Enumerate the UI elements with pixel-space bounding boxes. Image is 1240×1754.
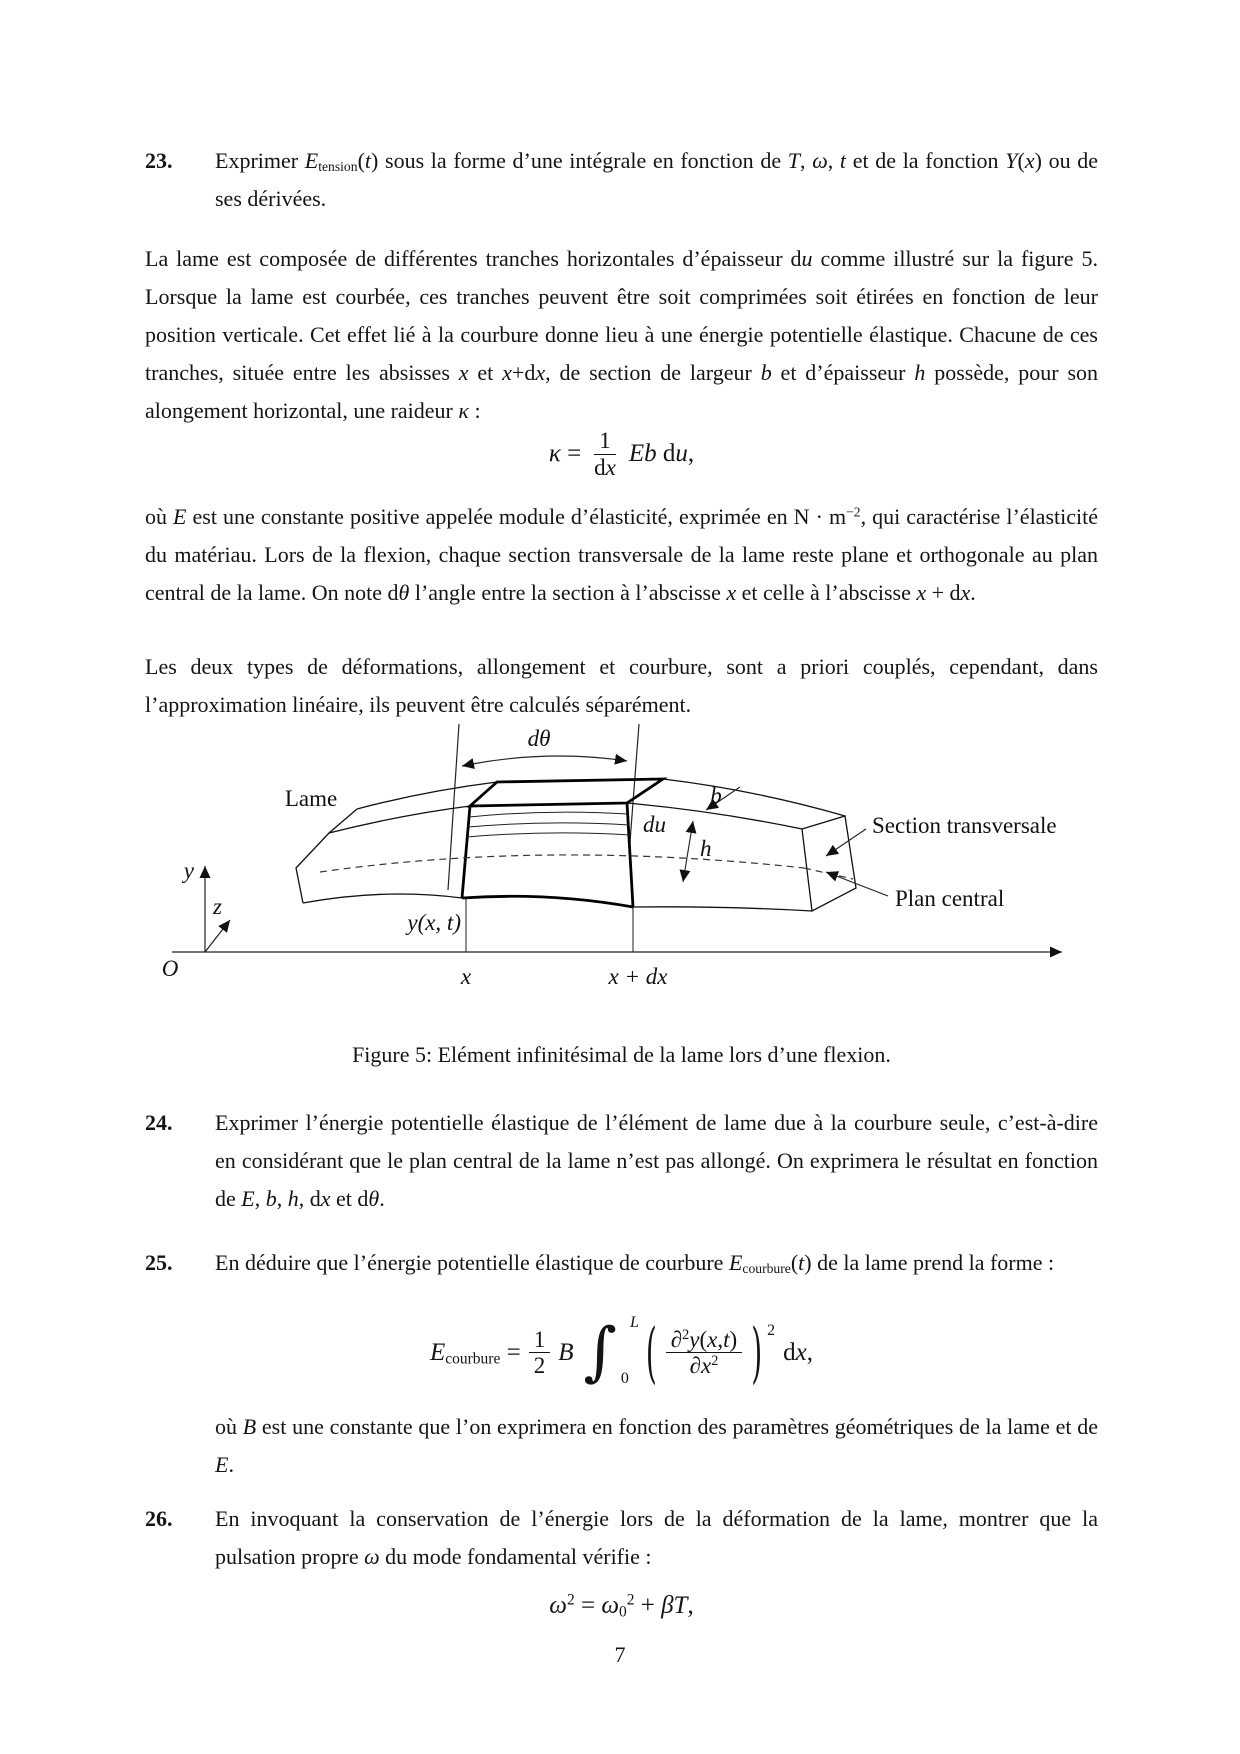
equation-omega-body: $\omega^2 = \omega_0^2 + \beta T$,	[549, 1591, 694, 1621]
question-25-text: En déduire que l’énergie potentielle élastique de courbure $E_{courbure}(t)$ de la lame prend la forme :	[215, 1250, 1055, 1276]
question-24-number: 24.	[145, 1110, 173, 1135]
plan-central-label: Plan central	[895, 886, 1005, 911]
question-25-continuation: où B est une constante que l’on exprimera en fonction des paramètres géométriques de la lame et de E.	[215, 1414, 1098, 1477]
dtheta-arc-arrow	[462, 756, 627, 766]
right-parenthesis: )	[751, 1314, 763, 1392]
paragraph-tranches: La lame est composée de différentes tranches horizontales d’épaisseur du comme illustré sur la figure 5. Lorsque la lame est courbée, ces tranches peuvent être soit comprimées soit étirées en fonction de leur position verticale. Cet effet lié à la courbure donne lieu à une énergie potentielle élastique. Chacune de ces tranches, située entre les absisses x et x+dx, de section de largeur b et d’épaisseur h possède, pour son alongement horizontal, une raideur κ :	[145, 246, 1099, 423]
equation-courbure-coefficient: B	[558, 1338, 574, 1366]
equation-kappa-rhs: Eb du,	[628, 440, 695, 468]
question-25	[145, 1244, 1098, 1282]
z-axis	[205, 920, 230, 952]
b-label: b	[710, 783, 722, 808]
h-dimension-arrow	[683, 821, 693, 882]
blade-bottom-right	[633, 907, 812, 911]
exponent: 2	[767, 1322, 776, 1339]
left-parenthesis: (	[645, 1314, 657, 1392]
y-axis-label: y	[183, 858, 194, 883]
integral	[582, 1314, 639, 1389]
paragraph-deformations: Les deux types de déformations, allongement et courbure, sont a priori couplés, cependant, dans l’approximation linéaire, ils peuvent être calculés séparément.	[145, 654, 1098, 717]
x-label: x	[460, 964, 472, 989]
fraction-denominator: dx	[594, 454, 616, 480]
blade-front-top-left	[329, 806, 470, 833]
integral-sign: ∫	[583, 1315, 617, 1389]
question-23-number: 23.	[145, 148, 173, 173]
question-26-text: En invoquant la conservation de l’énergie lors de la déformation de la lame, montrer que la pulsation propre ω du mode fondamental vérifie :	[215, 1506, 1098, 1569]
question-24	[145, 1104, 1098, 1218]
equation-kappa-lhs: κ =	[548, 440, 582, 468]
origin-label: O	[161, 956, 179, 981]
blade-cut-face	[802, 816, 856, 911]
equation-courbure-lhs: $E_{courbure}$ =	[429, 1338, 521, 1368]
slice-lines	[467, 812, 630, 837]
section-transversale-arrow	[826, 829, 866, 856]
fraction-denominator: 2	[533, 1353, 546, 1379]
fraction	[589, 428, 621, 481]
plan-central-line	[826, 872, 888, 896]
equation-courbure	[145, 1314, 1098, 1392]
slice-line	[469, 812, 628, 817]
central-plane-line	[320, 855, 804, 872]
fraction-numerator: 1	[594, 428, 616, 455]
element-left-edge	[462, 806, 470, 898]
section-line-left	[448, 724, 459, 890]
element-bold-outline	[462, 779, 663, 907]
x-plus-dx-label: x + dx	[608, 964, 668, 989]
dtheta-label: dθ	[527, 726, 551, 751]
question-25-number: 25.	[145, 1250, 173, 1275]
lame-label: Lame	[284, 786, 338, 811]
equation-courbure-rhs: dx,	[783, 1338, 813, 1366]
question-23	[145, 142, 1098, 218]
fraction	[666, 1327, 742, 1380]
fraction-numerator: 1	[529, 1327, 551, 1354]
paragraph-module-elasticite: où E est une constante positive appelée module d’élasticité, exprimée en $N \cdot m^{-2}$, qui caractérise l’élasticité du matériau. Lors de la flexion, chaque section transversale de la lame reste plane et orthogonale au plan central de la lame. On note dθ l’angle entre la section à l’abscisse x et celle à l’abscisse x + dx.	[145, 504, 1098, 605]
h-label: h	[700, 836, 712, 861]
slice-line	[468, 823, 629, 827]
blade-bottom-left	[303, 894, 462, 903]
blade-left-end	[296, 809, 357, 903]
integral-lower-bound: 0	[620, 1369, 629, 1387]
page-number: 7	[614, 1642, 626, 1667]
equation-kappa	[145, 428, 1098, 481]
question-23-text: Exprimer $E_{tension}(t)$ sous la forme d’une intégrale en fonction de T, ω, t et de la fonction Y(x) ou de ses dérivées.	[215, 148, 1099, 211]
slice-line	[467, 833, 630, 837]
figure-5-diagram	[140, 700, 1100, 1000]
equation-omega	[145, 1592, 1098, 1620]
question-26	[145, 1500, 1098, 1576]
abscissa-lines	[466, 898, 633, 952]
du-label: du	[643, 812, 666, 837]
section-line-right	[629, 724, 639, 855]
integral-upper-bound: L	[629, 1314, 639, 1331]
y-x-t-label: y(x, t)	[407, 910, 461, 935]
question-24-text: Exprimer l’énergie potentielle élastique de l’élément de lame due à la courbure seule, c’est-à-dire en considérant que le plan central de la lame n’est pas allongé. On exprimera le résultat en fonction de E, b, h, dx et dθ.	[215, 1110, 1098, 1211]
question-26-number: 26.	[145, 1506, 173, 1531]
element-bottom-edge	[462, 896, 633, 907]
central-plane-dashed	[320, 855, 853, 879]
fraction-denominator: $\partial x^2$	[689, 1353, 719, 1379]
fraction	[529, 1327, 551, 1380]
fraction-numerator: ∂$^2$y(x,t)	[666, 1327, 742, 1354]
section-transversale-label: Section transversale	[872, 813, 1057, 838]
z-axis-label: z	[213, 894, 222, 919]
blade-outline	[296, 779, 856, 911]
figure-5-caption: Figure 5: Elément infinitésimal de la lame lors d’une flexion.	[352, 1042, 891, 1067]
